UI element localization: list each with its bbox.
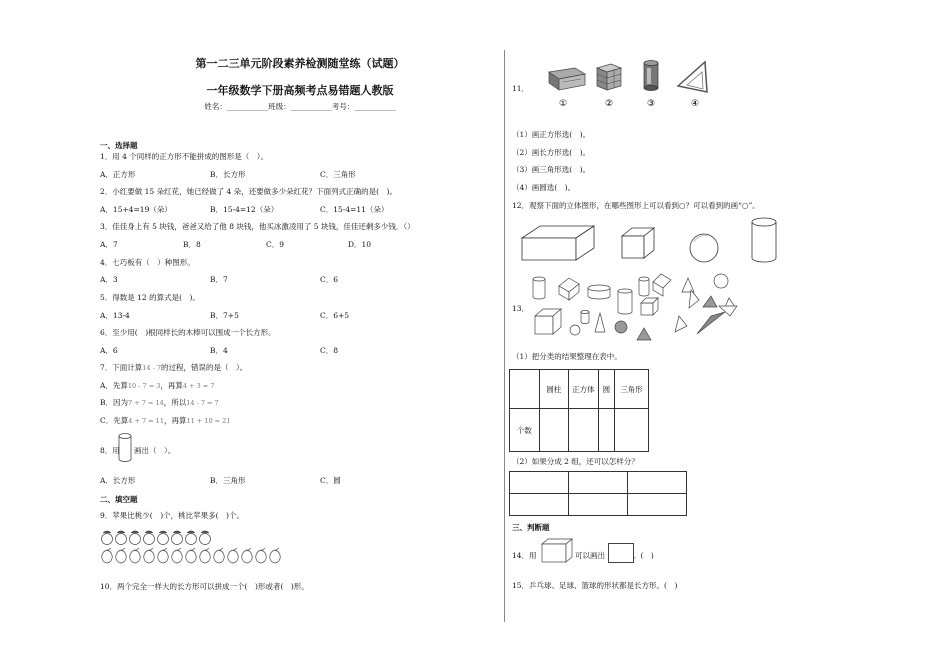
cylinder-icon (117, 432, 133, 464)
q5-option-c: C．6+5 (320, 311, 350, 320)
peach-icon (158, 548, 169, 563)
apple-icon (200, 531, 211, 545)
cube-icon (535, 309, 561, 334)
table-header-circle: 圆 (598, 370, 614, 409)
section-heading-judge: 三、判断题 (512, 523, 550, 532)
table-header-cube: 正方体 (569, 370, 599, 409)
q11-objects (545, 58, 715, 110)
q1-option-a: A．正方形 (100, 170, 136, 179)
q7-text (100, 363, 247, 373)
table-row-label: 个数 (510, 409, 540, 452)
apple-icon (172, 531, 183, 545)
q2-option-a: A．15+4=19（朵） (100, 205, 172, 214)
small-cylinder-icon (618, 289, 632, 314)
small-cylinder-icon (533, 277, 545, 299)
q7-a-formula1: 10 - 7 = 3 (127, 382, 161, 390)
apple-row (102, 531, 211, 545)
sphere-icon (570, 325, 580, 335)
can-icon (644, 61, 658, 91)
apple-icon (158, 531, 169, 545)
q13-shapes (525, 270, 750, 350)
q7-b-formula1: 7 + 7 = 14 (128, 399, 164, 407)
peach-icon (102, 548, 113, 563)
peach-row (102, 548, 281, 563)
peach-icon (256, 548, 267, 563)
q7-b-formula2: 14 - 7 = 7 (186, 399, 219, 407)
q13-sub1: （1）把分类的结果整理在表中。 (512, 352, 622, 361)
small-cylinder-icon (639, 277, 649, 296)
q11-line-2: （2）画长方形选( )。 (512, 148, 591, 157)
group-cell[interactable] (628, 472, 687, 494)
q3-option-b: B．8 (183, 240, 201, 249)
q11-num-1: ① (558, 99, 568, 109)
q13-table (509, 369, 649, 452)
q12-solids (512, 212, 792, 270)
rectangle-icon (608, 543, 634, 563)
page-subtitle: 一年级数学下册高频考点易错题人教版 (206, 84, 394, 97)
q8-pre: 8．用 (100, 446, 120, 455)
triangle-ruler-icon (678, 62, 707, 92)
q2-text: 2．小红要做 15 朵红花，她已经做了 4 朵，还要做多少朵红花？下面列式正确的是( )。 (100, 187, 397, 196)
q5-text: 5．得数是 12 的算式是( )。 (100, 293, 200, 302)
q13-label: 13． (512, 304, 530, 313)
group-cell[interactable] (569, 494, 628, 516)
q11-line-1: （1）画正方形选( )。 (512, 130, 591, 139)
rubik-cube-icon (597, 64, 621, 90)
flat-cylinder-icon (588, 285, 610, 299)
q10-text: 10．两个完全一样大的长方形可以拼成一个( )形或者( )形。 (100, 582, 309, 591)
q7-option-b (100, 398, 219, 408)
peach-icon (186, 548, 197, 563)
q12-text: 12．观察下面的立体图形，在哪些图形上可以看到○？可以看到的画“○”。 (512, 201, 760, 210)
q4-option-b: B．7 (210, 275, 228, 284)
q2-option-b: B．15-4=12（朵） (210, 205, 279, 214)
triangle-icon (689, 290, 699, 308)
q7-c-pre: C．先算 (100, 416, 129, 425)
group-cell[interactable] (628, 494, 687, 516)
q8-option-b: B．三角形 (210, 476, 246, 485)
q7-option-c (100, 416, 230, 426)
q2-option-c: C．15-4=11（朵） (320, 205, 389, 214)
apple-icon (130, 531, 141, 545)
triangle-icon (703, 296, 717, 307)
student-info-line: 姓名：___________班级：___________考号：___________ (204, 102, 396, 111)
group-cell[interactable] (569, 472, 628, 494)
section-heading-choice: 一、选择题 (100, 141, 138, 150)
triangle-icon (725, 298, 735, 307)
peach-icon (214, 548, 225, 563)
q7-c-formula1: 4 + 7 = 11 (128, 417, 164, 425)
q6-option-a: A．6 (100, 346, 118, 355)
tilted-cube-icon (653, 274, 671, 296)
table-corner-cell (510, 370, 540, 409)
q11-label: 11． (512, 84, 530, 93)
q3-option-c: C．9 (266, 240, 285, 249)
small-cylinder-icon (581, 311, 589, 324)
q5-option-b: B．7+5 (210, 311, 239, 320)
q4-text: 4．七巧板有（ ）种图形。 (100, 258, 195, 267)
q7-formula: 14 - 7 (142, 364, 162, 372)
q8-option-c: C．圆 (320, 476, 341, 485)
table-cell-cube[interactable] (569, 409, 599, 452)
q1-text: 1．用 4 个同样的正方形不能拼成的图形是（ ）。 (100, 152, 269, 161)
q7-a-formula2: 4 + 3 = 7 (182, 382, 215, 390)
q4-option-a: A．3 (100, 275, 118, 284)
q11-num-2: ② (604, 99, 614, 109)
box-object-icon (549, 68, 585, 90)
q1-option-c: C．三角形 (320, 170, 356, 179)
group-cell[interactable] (510, 494, 569, 516)
q7-b-mid: ，所以 (163, 398, 187, 407)
circle-icon (615, 321, 627, 333)
table-cell-circle[interactable] (598, 409, 614, 452)
q8-post: 画出（ ）。 (134, 446, 176, 455)
q11-line-3: （3）画三角形选( )。 (512, 165, 591, 174)
triangle-icon (682, 278, 694, 292)
q7-b-pre: B．因为 (100, 398, 129, 407)
triangle-icon (675, 316, 687, 332)
sphere-icon (690, 234, 718, 262)
q7-c-formula2: 11 + 10 = 21 (186, 417, 231, 425)
group-cell[interactable] (510, 472, 569, 494)
peach-icon (144, 548, 155, 563)
apple-icon (144, 531, 155, 545)
q3-option-a: A．7 (100, 240, 118, 249)
q8-option-a: A．长方形 (100, 476, 136, 485)
q11-line-4: （4）画圆选( )。 (512, 183, 576, 192)
cuboid-icon (522, 226, 594, 260)
q6-text: 6．至少用( )根同样长的木棒可以围成一个长方形。 (100, 328, 276, 337)
circle-icon (714, 274, 728, 288)
page-title: 第一二三单元阶段素养检测随堂练（试题） (195, 57, 405, 70)
table-cell-triangle[interactable] (615, 409, 649, 452)
q13-group-table (509, 471, 687, 516)
cuboid-icon (540, 538, 574, 564)
q15-text: 15．乒乓球、足球、篮球的形状都是长方形。( ) (512, 581, 678, 590)
column-divider (504, 50, 505, 622)
peach-icon (270, 548, 281, 563)
fruit-illustration (100, 528, 300, 566)
table-header-cylinder: 圆柱 (539, 370, 569, 409)
q3-text: 3．佳佳身上有 5 块钱，爸爸又给了他 8 块钱，他买冰激凌用了 5 块钱，佳佳还剩多少钱．（） (100, 222, 415, 231)
peach-icon (228, 548, 239, 563)
section-heading-fill: 二、填空题 (100, 495, 138, 504)
triangle-icon (637, 328, 651, 340)
cube-icon (641, 298, 658, 315)
q7-option-a (100, 381, 214, 391)
peach-icon (130, 548, 141, 563)
q7-a-pre: A．先算 (100, 381, 128, 390)
cylinder-solid-icon (752, 218, 776, 262)
q14-post: 。( ) (633, 551, 654, 560)
q6-option-b: B．4 (210, 346, 228, 355)
q14-mid: 可以画出 (575, 551, 605, 560)
peach-icon (242, 548, 253, 563)
q7-c-mid: ，再算 (163, 416, 187, 425)
q11-num-4: ④ (690, 99, 700, 109)
q11-num-3: ③ (646, 99, 656, 109)
apple-icon (102, 531, 113, 545)
table-cell-cylinder[interactable] (539, 409, 569, 452)
table-header-triangle: 三角形 (615, 370, 649, 409)
q14-pre: 14．用 (512, 551, 537, 560)
q7-text-post: 的过程，错误的是（ ）。 (161, 363, 248, 372)
q7-a-mid: ，再算 (160, 381, 183, 390)
q6-option-c: C．8 (320, 346, 339, 355)
triangle-icon (697, 312, 725, 334)
q4-option-c: C．6 (320, 275, 339, 284)
q7-text-pre: 7．下面计算 (100, 363, 143, 372)
tilted-cube-icon (559, 278, 579, 300)
peach-icon (116, 548, 127, 563)
q1-option-b: B．长方形 (210, 170, 246, 179)
q9-text: 9．苹果比桃少( )个，桃比苹果多( )个。 (100, 511, 244, 520)
cube-icon (622, 228, 654, 258)
q13-sub2: （2）如果分成 2 组，还可以怎样分？ (512, 457, 639, 466)
q3-option-d: D．10 (348, 240, 372, 249)
cone-icon (595, 313, 605, 332)
peach-icon (200, 548, 211, 563)
q5-option-a: A．13-4 (100, 311, 130, 320)
apple-icon (116, 531, 127, 545)
apple-icon (186, 531, 197, 545)
peach-icon (172, 548, 183, 563)
